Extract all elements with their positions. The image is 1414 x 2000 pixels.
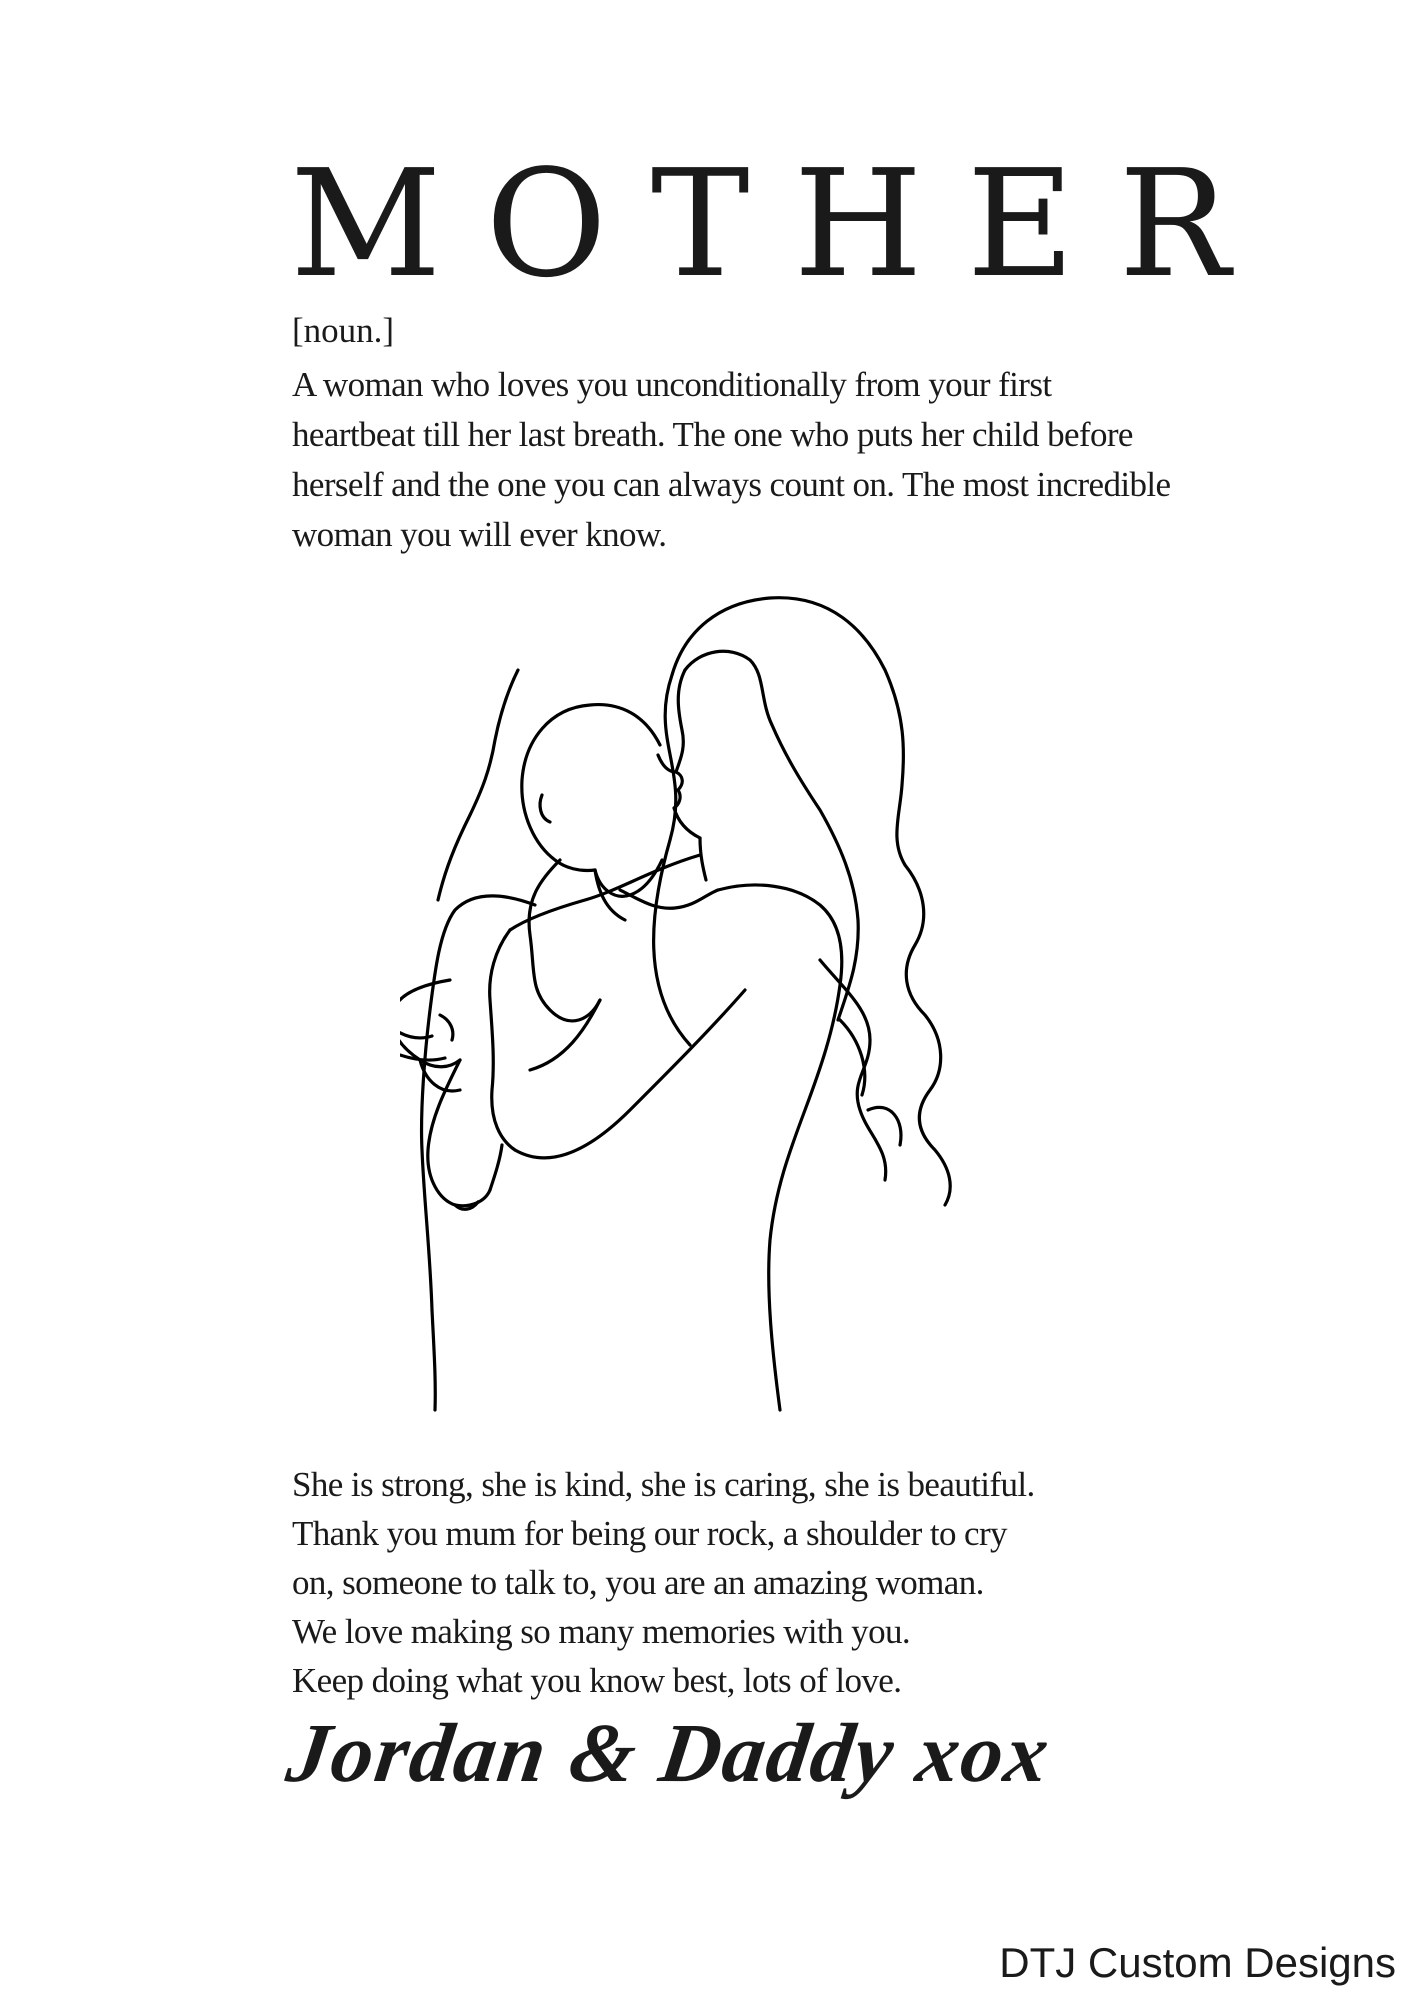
definition-text: A woman who loves you unconditionally from your first heartbeat till her last breath. The one who puts her child before herself and the one you can always count on. The most incredible woman you will ever know. (292, 365, 1171, 554)
tribute-line: Keep doing what you know best, lots of love. (292, 1661, 902, 1700)
tribute-line: on, someone to talk to, you are an amazing woman. (292, 1563, 984, 1602)
tribute-line: We love making so many memories with you. (292, 1612, 911, 1651)
tribute-line: Thank you mum for being our rock, a shoulder to cry (292, 1514, 1007, 1553)
signature: Jordan & Daddy xox (281, 1707, 1057, 1800)
part-of-speech: [noun.] (292, 311, 395, 350)
brand-name: DTJ Custom Designs (999, 1939, 1396, 1986)
page-title: MOTHER (290, 138, 1275, 310)
tribute-message (292, 1460, 1192, 1705)
mother-baby-illustration-icon (400, 590, 1020, 1430)
tribute-line: She is strong, she is kind, she is caring, she is beautiful. (292, 1465, 1035, 1504)
